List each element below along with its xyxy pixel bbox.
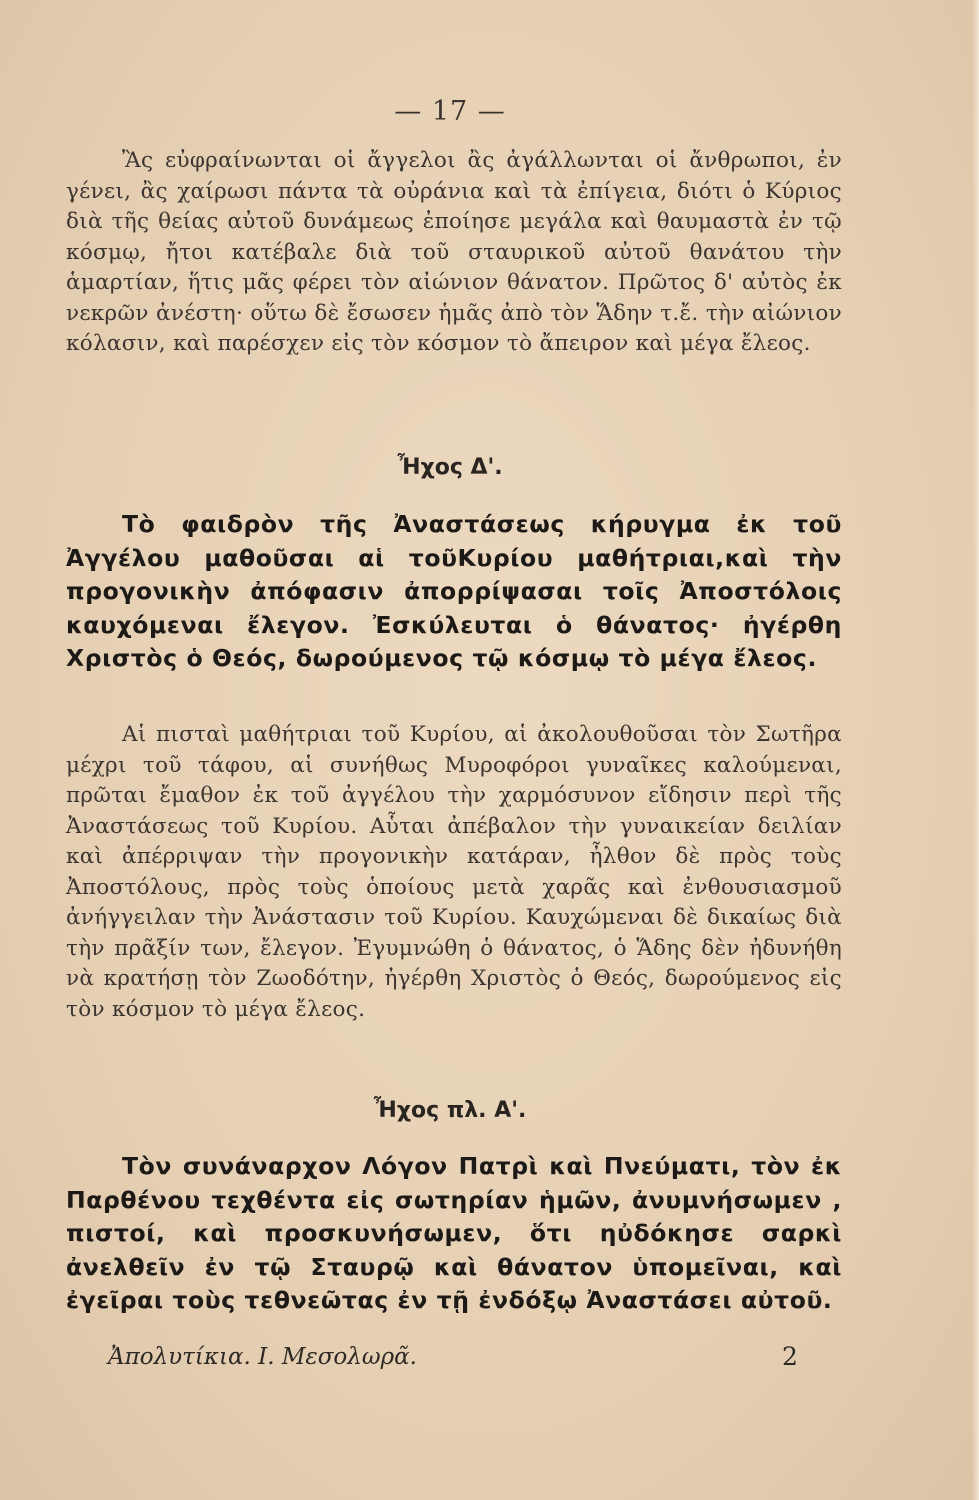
- page-number: — 17 —: [394, 96, 506, 127]
- hymn-text-1: Τὸ φαιδρὸν τῆς Ἀναστάσεως κήρυγμα ἐκ τοῦ Ἀγγέλου μαθοῦσαι αἱ τοῦΚυρίου μαθήτριαι,καὶ τὴν προγονικὴν ἀπόφασιν ἀπορρίψασαι τοῖς Ἀποστόλοις καυχόμεναι ἔλεγον. Ἐσκύλευται ὁ θάνατος· ἠγέρθη Χριστὸς ὁ Θεός, δωρούμενος τῷ κόσμῳ τὸ μέγα ἔλεος.: [66, 510, 842, 672]
- footer-title: Ἀπολυτίκια. Ι. Μεσολωρᾶ.: [108, 1344, 417, 1370]
- tone-heading-1: Ἦχος Δ'.: [397, 455, 503, 480]
- tone-heading-2: Ἦχος πλ. Α'.: [373, 1098, 527, 1123]
- paragraph-commentary-2: Αἱ πισταὶ μαθήτριαι τοῦ Κυρίου, αἱ ἀκολουθοῦσαι τὸν Σωτῆρα μέχρι τοῦ τάφου, αἱ συνήθως Μυροφόροι γυναῖκες καλούμεναι, πρῶται ἔμαθον ἐκ τοῦ ἀγγέλου τὴν χαρμόσυνον εἴδησιν περὶ τῆς Ἀναστάσεως τοῦ Κυρίου. Αὗται ἀπέβαλον τὴν γυναικείαν δειλίαν καὶ ἀπέρριψαν τὴν προγονικὴν κατάραν, ἦλθον δὲ πρὸς τοὺς Ἀποστόλους, πρὸς τοὺς ὁποίους μετὰ χαρᾶς καὶ ἐνθουσιασμοῦ ἀνήγγειλαν τὴν Ἀνάστασιν τοῦ Κυρίου. Καυχώμεναι δὲ δικαίως διὰ τὴν πρᾶξίν των, ἔλεγον. Ἐγυμνώθη ὁ θάνατος, ὁ Ἅδης δὲν ἠδυνήθη νὰ κρατήσῃ τὸν Ζωοδότην, ἠγέρθη Χριστὸς ὁ Θεός, δωρούμενος εἰς τὸν κόσμον τὸ μέγα ἔλεος.: [66, 722, 842, 1022]
- page-edge: [973, 0, 979, 1500]
- hymn-text-2: Τὸν συνάναρχον Λόγον Πατρὶ καὶ Πνεύματι, τὸν ἐκ Παρθένου τεχθέντα εἰς σωτηρίαν ἡμῶν, ἀνυμνήσωμεν , πιστοί, καὶ προσκυνήσωμεν, ὅτι ηὐδόκησε σαρκὶ ἀνελθεῖν ἐν τῷ Σταυρῷ καὶ θάνατον ὑπομεῖναι, καὶ ἐγεῖραι τοὺς τεθνεῶτας ἐν τῇ ἐνδόξῳ Ἀναστάσει αὐτοῦ.: [66, 1152, 842, 1314]
- paragraph-commentary-1: Ἂς εὐφραίνωνται οἱ ἄγγελοι ἂς ἀγάλλωνται οἱ ἄνθρωποι, ἐν γένει, ἂς χαίρωσι πάντα τὰ οὐράνια καὶ τὰ ἐπίγεια, διότι ὁ Κύριος διὰ τῆς θείας αὐτοῦ δυνάμεως ἐποίησε μεγάλα καὶ θαυμαστὰ ἐν τῷ κόσμῳ, ἤτοι κατέβαλε διὰ τοῦ σταυρικοῦ αὐτοῦ θανάτου τὴν ἁμαρτίαν, ἥτις μᾶς φέρει τὸν αἰώνιον θάνατον. Πρῶτος δ' αὐτὸς ἐκ νεκρῶν ἀνέστη· οὕτω δὲ ἔσωσεν ἡμᾶς ἀπὸ τὸν Ἅδην τ.ἔ. τὴν αἰώνιον κόλασιν, καὶ παρέσχεν εἰς τὸν κόσμον τὸ ἄπειρον καὶ μέγα ἔλεος.: [66, 148, 842, 356]
- signature-mark: 2: [782, 1342, 798, 1371]
